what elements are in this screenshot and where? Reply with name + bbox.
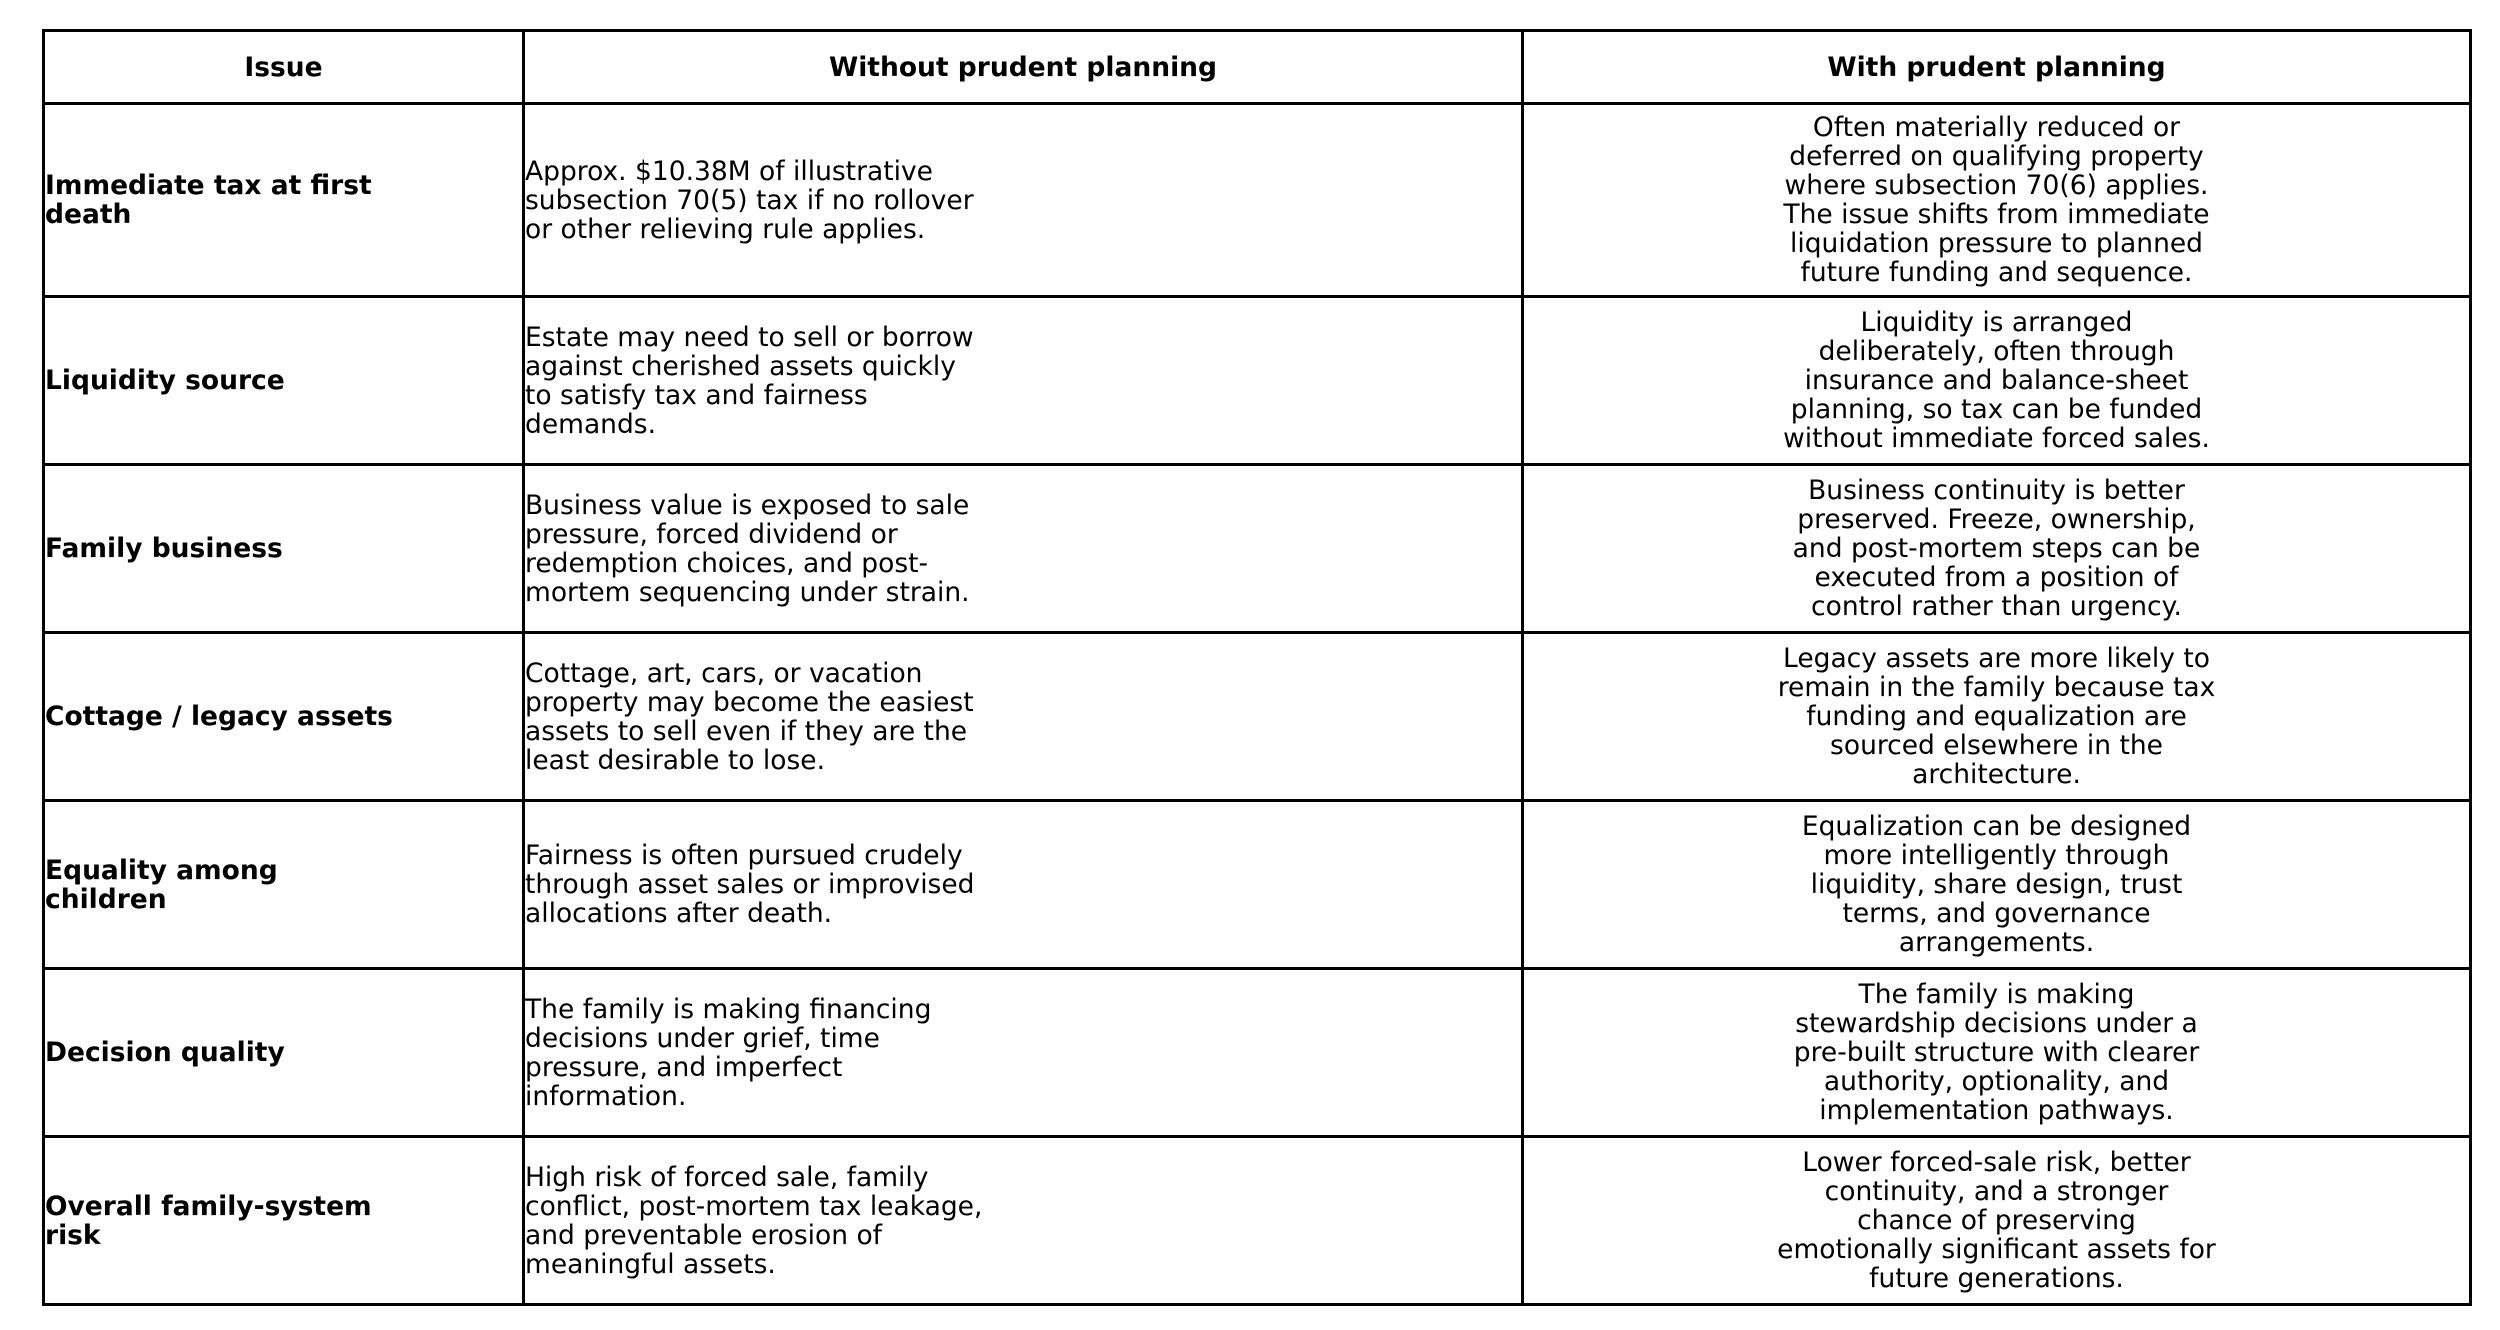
without-planning-cell bbox=[524, 104, 1523, 297]
issue-cell bbox=[44, 104, 524, 297]
without-planning-text: Fairness is often pursued crudely through asset sales or improvised allocations after death. bbox=[525, 840, 975, 929]
issue-cell bbox=[44, 801, 524, 969]
table-row bbox=[44, 465, 2471, 633]
with-planning-cell bbox=[1523, 801, 2471, 969]
without-planning-cell bbox=[524, 465, 1523, 633]
without-planning-cell bbox=[524, 1137, 1523, 1305]
with-planning-cell bbox=[1523, 465, 2471, 633]
issue-text: Immediate tax at first death bbox=[45, 170, 372, 230]
with-planning-text: Lower forced-sale risk, better continuity, and a stronger chance of preserving emotionally significant assets for future generations. bbox=[1777, 1147, 2216, 1294]
issue-cell bbox=[44, 297, 524, 465]
with-planning-cell bbox=[1523, 104, 2471, 297]
without-planning-cell bbox=[524, 801, 1523, 969]
issue-text: Overall family-system risk bbox=[45, 1190, 372, 1251]
comparison-table bbox=[42, 29, 2472, 1306]
issue-cell bbox=[44, 633, 524, 801]
without-planning-cell bbox=[524, 297, 1523, 465]
with-planning-text: Legacy assets are more likely to remain in the family because tax funding and equalization are sourced elsewhere in the architecture. bbox=[1777, 643, 2216, 790]
without-planning-cell bbox=[524, 633, 1523, 801]
header-issue: Issue bbox=[44, 31, 524, 104]
table-body bbox=[44, 104, 2471, 1305]
table-row bbox=[44, 969, 2471, 1137]
without-planning-text: The family is making financing decisions under grief, time pressure, and imperfect information. bbox=[525, 993, 932, 1112]
without-planning-text: Estate may need to sell or borrow against cherished assets quickly to satisfy tax and fairness demands. bbox=[525, 321, 974, 440]
table-header bbox=[44, 31, 2471, 104]
with-planning-cell bbox=[1523, 1137, 2471, 1305]
table-row bbox=[44, 104, 2471, 297]
without-planning-text: High risk of forced sale, family conflict, post-mortem tax leakage, and preventable erosion of meaningful assets. bbox=[525, 1161, 983, 1280]
table-row bbox=[44, 297, 2471, 465]
issue-cell bbox=[44, 1137, 524, 1305]
with-planning-text: Equalization can be designed more intelligently through liquidity, share design, trust terms, and governance arrangements. bbox=[1801, 811, 2192, 958]
issue-cell bbox=[44, 465, 524, 633]
with-planning-cell bbox=[1523, 297, 2471, 465]
with-planning-text: Business continuity is better preserved. Freeze, ownership, and post-mortem steps can be executed from a position of control rather than urgency. bbox=[1792, 475, 2201, 622]
with-planning-cell bbox=[1523, 633, 2471, 801]
issue-text: Liquidity source bbox=[45, 365, 285, 396]
issue-cell bbox=[44, 969, 524, 1137]
with-planning-text: The family is making stewardship decisions under a pre-built structure with clearer authority, optionality, and implementation pathways. bbox=[1793, 979, 2200, 1126]
issue-text: Cottage / legacy assets bbox=[45, 701, 393, 732]
issue-text: Equality among children bbox=[45, 854, 278, 915]
with-planning-text: Often materially reduced or deferred on qualifying property where subsection 70(6) applies. The issue shifts from immediate liquidation pressure to planned future funding and sequence. bbox=[1783, 112, 2210, 288]
header-with-planning: With prudent planning bbox=[1523, 31, 2471, 104]
header-row bbox=[44, 31, 2471, 104]
table-row bbox=[44, 1137, 2471, 1305]
without-planning-text: Business value is exposed to sale pressure, forced dividend or redemption choices, and post-mortem sequencing under strain. bbox=[525, 489, 970, 608]
issue-text: Family business bbox=[45, 533, 283, 564]
table-row bbox=[44, 633, 2471, 801]
with-planning-cell bbox=[1523, 969, 2471, 1137]
without-planning-cell bbox=[524, 969, 1523, 1137]
without-planning-text: Cottage, art, cars, or vacation property may become the easiest assets to sell even if they are the least desirable to lose. bbox=[525, 657, 974, 776]
without-planning-text: Approx. $10.38M of illustrative subsection 70(5) tax if no rollover or other relieving rule applies. bbox=[525, 155, 974, 245]
table-row bbox=[44, 801, 2471, 969]
header-without-planning: Without prudent planning bbox=[524, 31, 1523, 104]
with-planning-text: Liquidity is arranged deliberately, often through insurance and balance-sheet planning, so tax can be funded without immediate forced sales. bbox=[1783, 307, 2210, 454]
issue-text: Decision quality bbox=[45, 1037, 285, 1068]
